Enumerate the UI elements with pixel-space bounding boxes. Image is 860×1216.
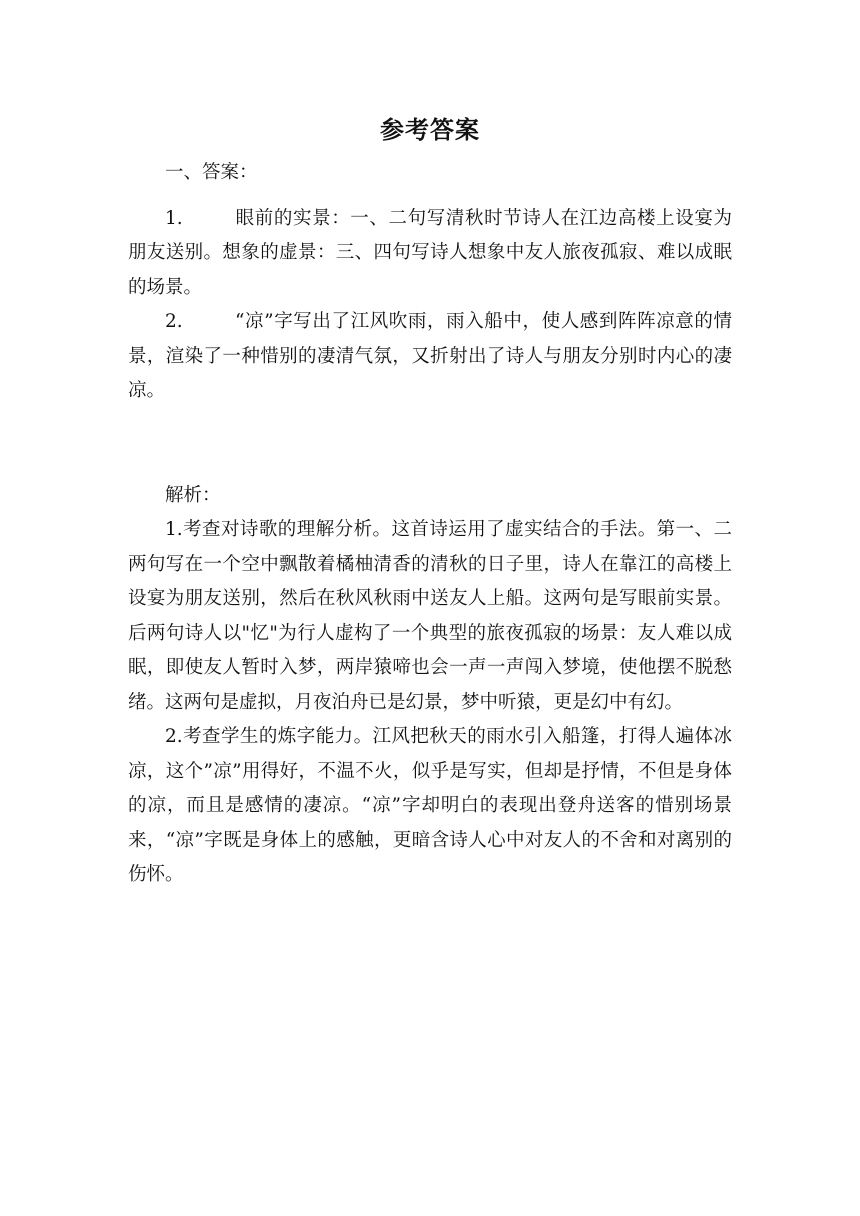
- answer-item-2: [128, 305, 732, 409]
- answer-text: “凉”字写出了江风吹雨，雨入船中，使人感到阵阵凉意的情景，渲染了一种惜别的凄清气氛，又折射出了诗人与朋友分别时内心的凄凉。: [128, 311, 732, 401]
- answers-heading: 一、答案：: [165, 162, 258, 183]
- analysis-paragraph: 2.考查学生的炼字能力。江风把秋天的雨水引入船篷，打得人遍体冰凉，这个”凉”用得好，不温不火，似乎是写实，但却是抒情，不但是身体的凉，而且是感情的凄凉。“凉”字却明白的表现出登舟送客的惜别场景来，“凉”字既是身体上的感触，更暗含诗人心中对友人的不舍和对离别的伤怀。: [128, 726, 732, 885]
- answer-item-1: [128, 202, 732, 306]
- answer-text: 眼前的实景：一、二句写清秋时节诗人在江边高楼上设宴为朋友送别。想象的虚景：三、四句写诗人想象中友人旅夜孤寂、难以成眠的场景。: [128, 207, 732, 298]
- answer-number: 2.: [165, 311, 183, 332]
- spacer: [128, 409, 732, 479]
- page-title: 参考答案: [380, 115, 480, 144]
- answer-number: 1.: [165, 207, 183, 229]
- document-body: [128, 156, 732, 893]
- analysis-paragraph: 1.考查对诗歌的理解分析。这首诗运用了虚实结合的手法。第一、二两句写在一个空中飘散着橘柚清香的清秋的日子里，诗人在靠江的高楼上设宴为朋友送别，然后在秋风秋雨中送友人上船。这两句是写眼前实景。后两句诗人以"忆"为行人虚构了一个典型的旅夜孤寂的场景：友人难以成眠，即使友人暂时入梦，两岸猿啼也会一声一声闯入梦境，使他摆不脱愁绪。这两句是虚拟，月夜泊舟已是幻景，梦中听猿，更是幻中有幻。: [128, 519, 732, 713]
- analysis-heading: 解析：: [165, 484, 221, 506]
